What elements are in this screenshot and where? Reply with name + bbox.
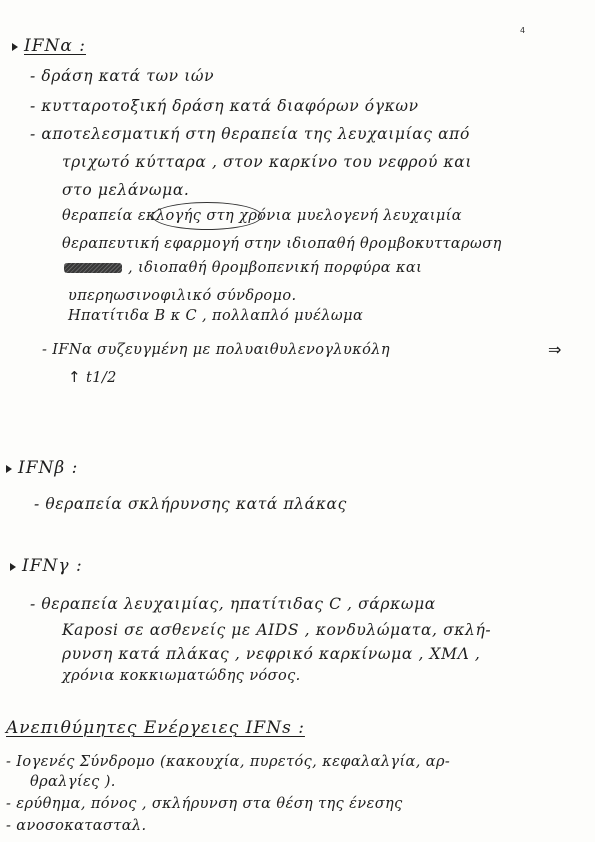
gamma-line-4: χρόνια κοκκιωματώδης νόσος.	[62, 668, 301, 684]
gamma-line-2: Kaposi σε ασθενείς με AIDS , κονδυλώματα, σκλή-	[62, 621, 492, 639]
alpha-line-6: θεραπεία εκλογής στη χρόνια μυελογενή λευχαιμία	[62, 208, 462, 224]
ifn-beta-heading	[6, 458, 78, 478]
implies-arrow-icon: ⇒	[548, 340, 562, 359]
scribbled-out-word	[64, 263, 122, 273]
ifn-beta-title: IFNβ :	[18, 458, 79, 478]
ifn-gamma-heading	[10, 556, 83, 576]
page-number: 4	[520, 26, 526, 35]
alpha-line-5: στο μελάνωμα.	[62, 181, 190, 199]
ifn-alpha-title: IFNα :	[24, 36, 86, 56]
alpha-line-3: - αποτελεσματική στη θεραπεία της λευχαιμίας από	[30, 125, 470, 143]
alpha-line-11: - IFNα συζευγμένη με πολυαιθυλενογλυκόλη	[42, 342, 390, 358]
gamma-line-1: - θεραπεία λευχαιμίας, ηπατίτιδας C , σάρκωμα	[30, 595, 436, 613]
side-effects-line-2: θραλγίες ).	[30, 774, 116, 790]
side-effects-heading: Ανεπιθύμητες Ενέργειες IFNs :	[6, 718, 305, 738]
alpha-line-9: υπερηωσινοφιλικό σύνδρομο.	[68, 288, 297, 304]
alpha-line-1: - δράση κατά των ιών	[30, 67, 215, 85]
up-arrow-icon: ↑	[68, 368, 81, 386]
alpha-line-2: - κυτταροτοξική δράση κατά διαφόρων όγκων	[30, 97, 419, 115]
alpha-line-4: τριχωτό κύτταρα , στον καρκίνο του νεφρού και	[62, 153, 473, 171]
ifn-alpha-heading	[12, 36, 86, 56]
triangle-bullet-icon	[10, 563, 16, 571]
beta-line-1: - θεραπεία σκλήρυνσης κατά πλάκας	[34, 495, 347, 513]
alpha-line-10: Ηπατίτιδα Β κ C , πολλαπλό μυέλωμα	[68, 308, 364, 324]
alpha-line-8: , ιδιοπαθή θρομβοπενική πορφύρα και	[128, 260, 423, 276]
triangle-bullet-icon	[12, 43, 18, 51]
side-effects-line-3: - ερύθημα, πόνος , σκλήρυνση στα θέση της ένεσης	[6, 796, 403, 812]
alpha-line-7: θεραπευτική εφαρμογή στην ιδιοπαθή θρομβοκυτταρωση	[62, 236, 502, 252]
ifn-gamma-title: IFNγ :	[22, 556, 83, 576]
side-effects-line-4: - ανοσοκατασταλ.	[6, 818, 147, 834]
alpha-line-12: t1/2	[86, 370, 117, 386]
side-effects-line-1: - Ιογενές Σύνδρομο (κακουχία, πυρετός, κεφαλαλγία, αρ-	[6, 754, 451, 770]
triangle-bullet-icon	[6, 465, 12, 473]
gamma-line-3: ρυνση κατά πλάκας , νεφρικό καρκίνωμα , ΧΜΛ ,	[62, 645, 481, 663]
